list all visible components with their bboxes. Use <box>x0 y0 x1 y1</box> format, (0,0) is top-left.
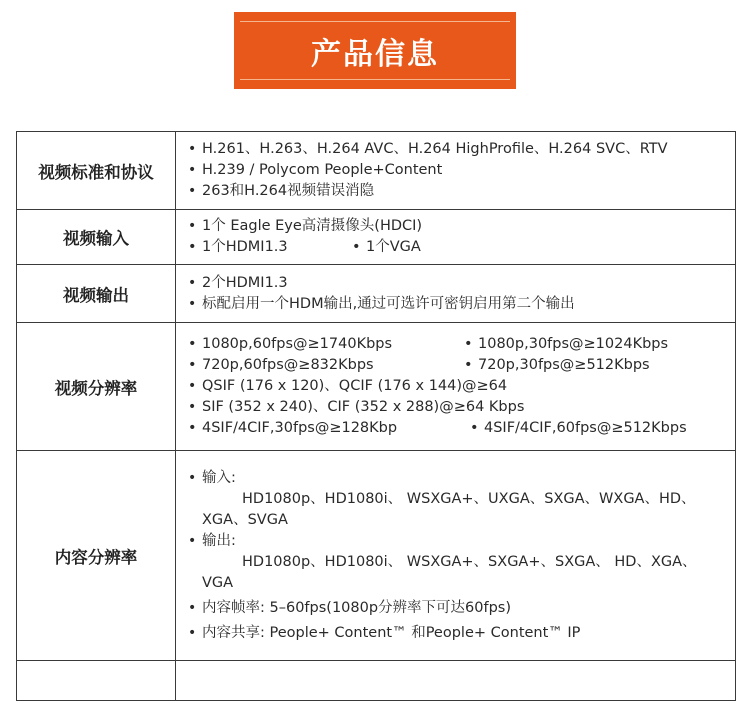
list-item-pair <box>188 237 725 258</box>
row-content <box>176 210 736 265</box>
list-item: • 1080p,60fps@≥1740Kbps <box>188 334 464 355</box>
section-banner <box>234 12 516 89</box>
spec-table <box>16 131 736 701</box>
list-item: • 4SIF/4CIF,60fps@≥512Kbps <box>470 418 687 439</box>
list-item-output <box>188 531 725 594</box>
list-item: • 4SIF/4CIF,30fps@≥128Kbp <box>188 418 470 439</box>
spec-row-video-resolution <box>17 323 736 451</box>
list-item: • 内容帧率: 5–60fps(1080p分辨率下可达60fps) <box>188 598 725 619</box>
list-item: • 标配启用一个HDM输出,通过可选许可密钥启用第二个输出 <box>188 294 725 315</box>
row-label: 视频分辨率 <box>17 323 176 451</box>
row-content-empty <box>176 661 736 701</box>
list-item: • 1080p,30fps@≥1024Kbps <box>464 334 668 355</box>
list-item-pair <box>188 334 725 355</box>
list-item: • H.239 / Polycom People+Content <box>188 160 725 181</box>
spec-row-next <box>17 661 736 701</box>
section-title: 产品信息 <box>311 36 439 72</box>
list-item-input <box>188 468 725 531</box>
list-item: • 2个HDMI1.3 <box>188 273 725 294</box>
input-label: 输入: <box>202 469 236 486</box>
spec-row-content-resolution <box>17 451 736 661</box>
list-item: • SIF (352 x 240)、CIF (352 x 288)@≥64 Kbps <box>188 397 725 418</box>
row-label: 视频标准和协议 <box>17 132 176 210</box>
list-item: • H.261、H.263、H.264 AVC、H.264 HighProfile、H.264 SVC、RTV <box>188 139 725 160</box>
output-formats: HD1080p、HD1080i、 WSXGA+、SXGA+、SXGA、 HD、XGA、VGA <box>202 553 697 591</box>
row-label: 视频输出 <box>17 265 176 323</box>
list-item-pair <box>188 418 725 439</box>
row-content <box>176 265 736 323</box>
spec-row-video-input <box>17 210 736 265</box>
row-label: 视频输入 <box>17 210 176 265</box>
banner-bottom-rule <box>240 79 510 80</box>
list-item-pair <box>188 355 725 376</box>
row-label-empty <box>17 661 176 701</box>
list-item: • 720p,60fps@≥832Kbps <box>188 355 464 376</box>
row-content <box>176 323 736 451</box>
output-label: 输出: <box>202 532 236 549</box>
list-item: • 263和H.264视频错误消隐 <box>188 181 725 202</box>
spec-row-video-standards <box>17 132 736 210</box>
list-item: • 1个 Eagle Eye高清摄像头(HDCI) <box>188 216 725 237</box>
list-item: • 1个VGA <box>352 237 421 258</box>
list-item: • QSIF (176 x 120)、QCIF (176 x 144)@≥64 <box>188 376 725 397</box>
input-formats: HD1080p、HD1080i、 WSXGA+、UXGA、SXGA、WXGA、HD、XGA、SVGA <box>202 490 696 528</box>
list-item: • 内容共享: People+ Content™ 和People+ Content™ IP <box>188 623 725 644</box>
row-label: 内容分辨率 <box>17 451 176 661</box>
row-content <box>176 132 736 210</box>
list-item: • 720p,30fps@≥512Kbps <box>464 355 650 376</box>
spec-row-video-output <box>17 265 736 323</box>
list-item: • 1个HDMI1.3 <box>188 237 352 258</box>
row-content <box>176 451 736 661</box>
